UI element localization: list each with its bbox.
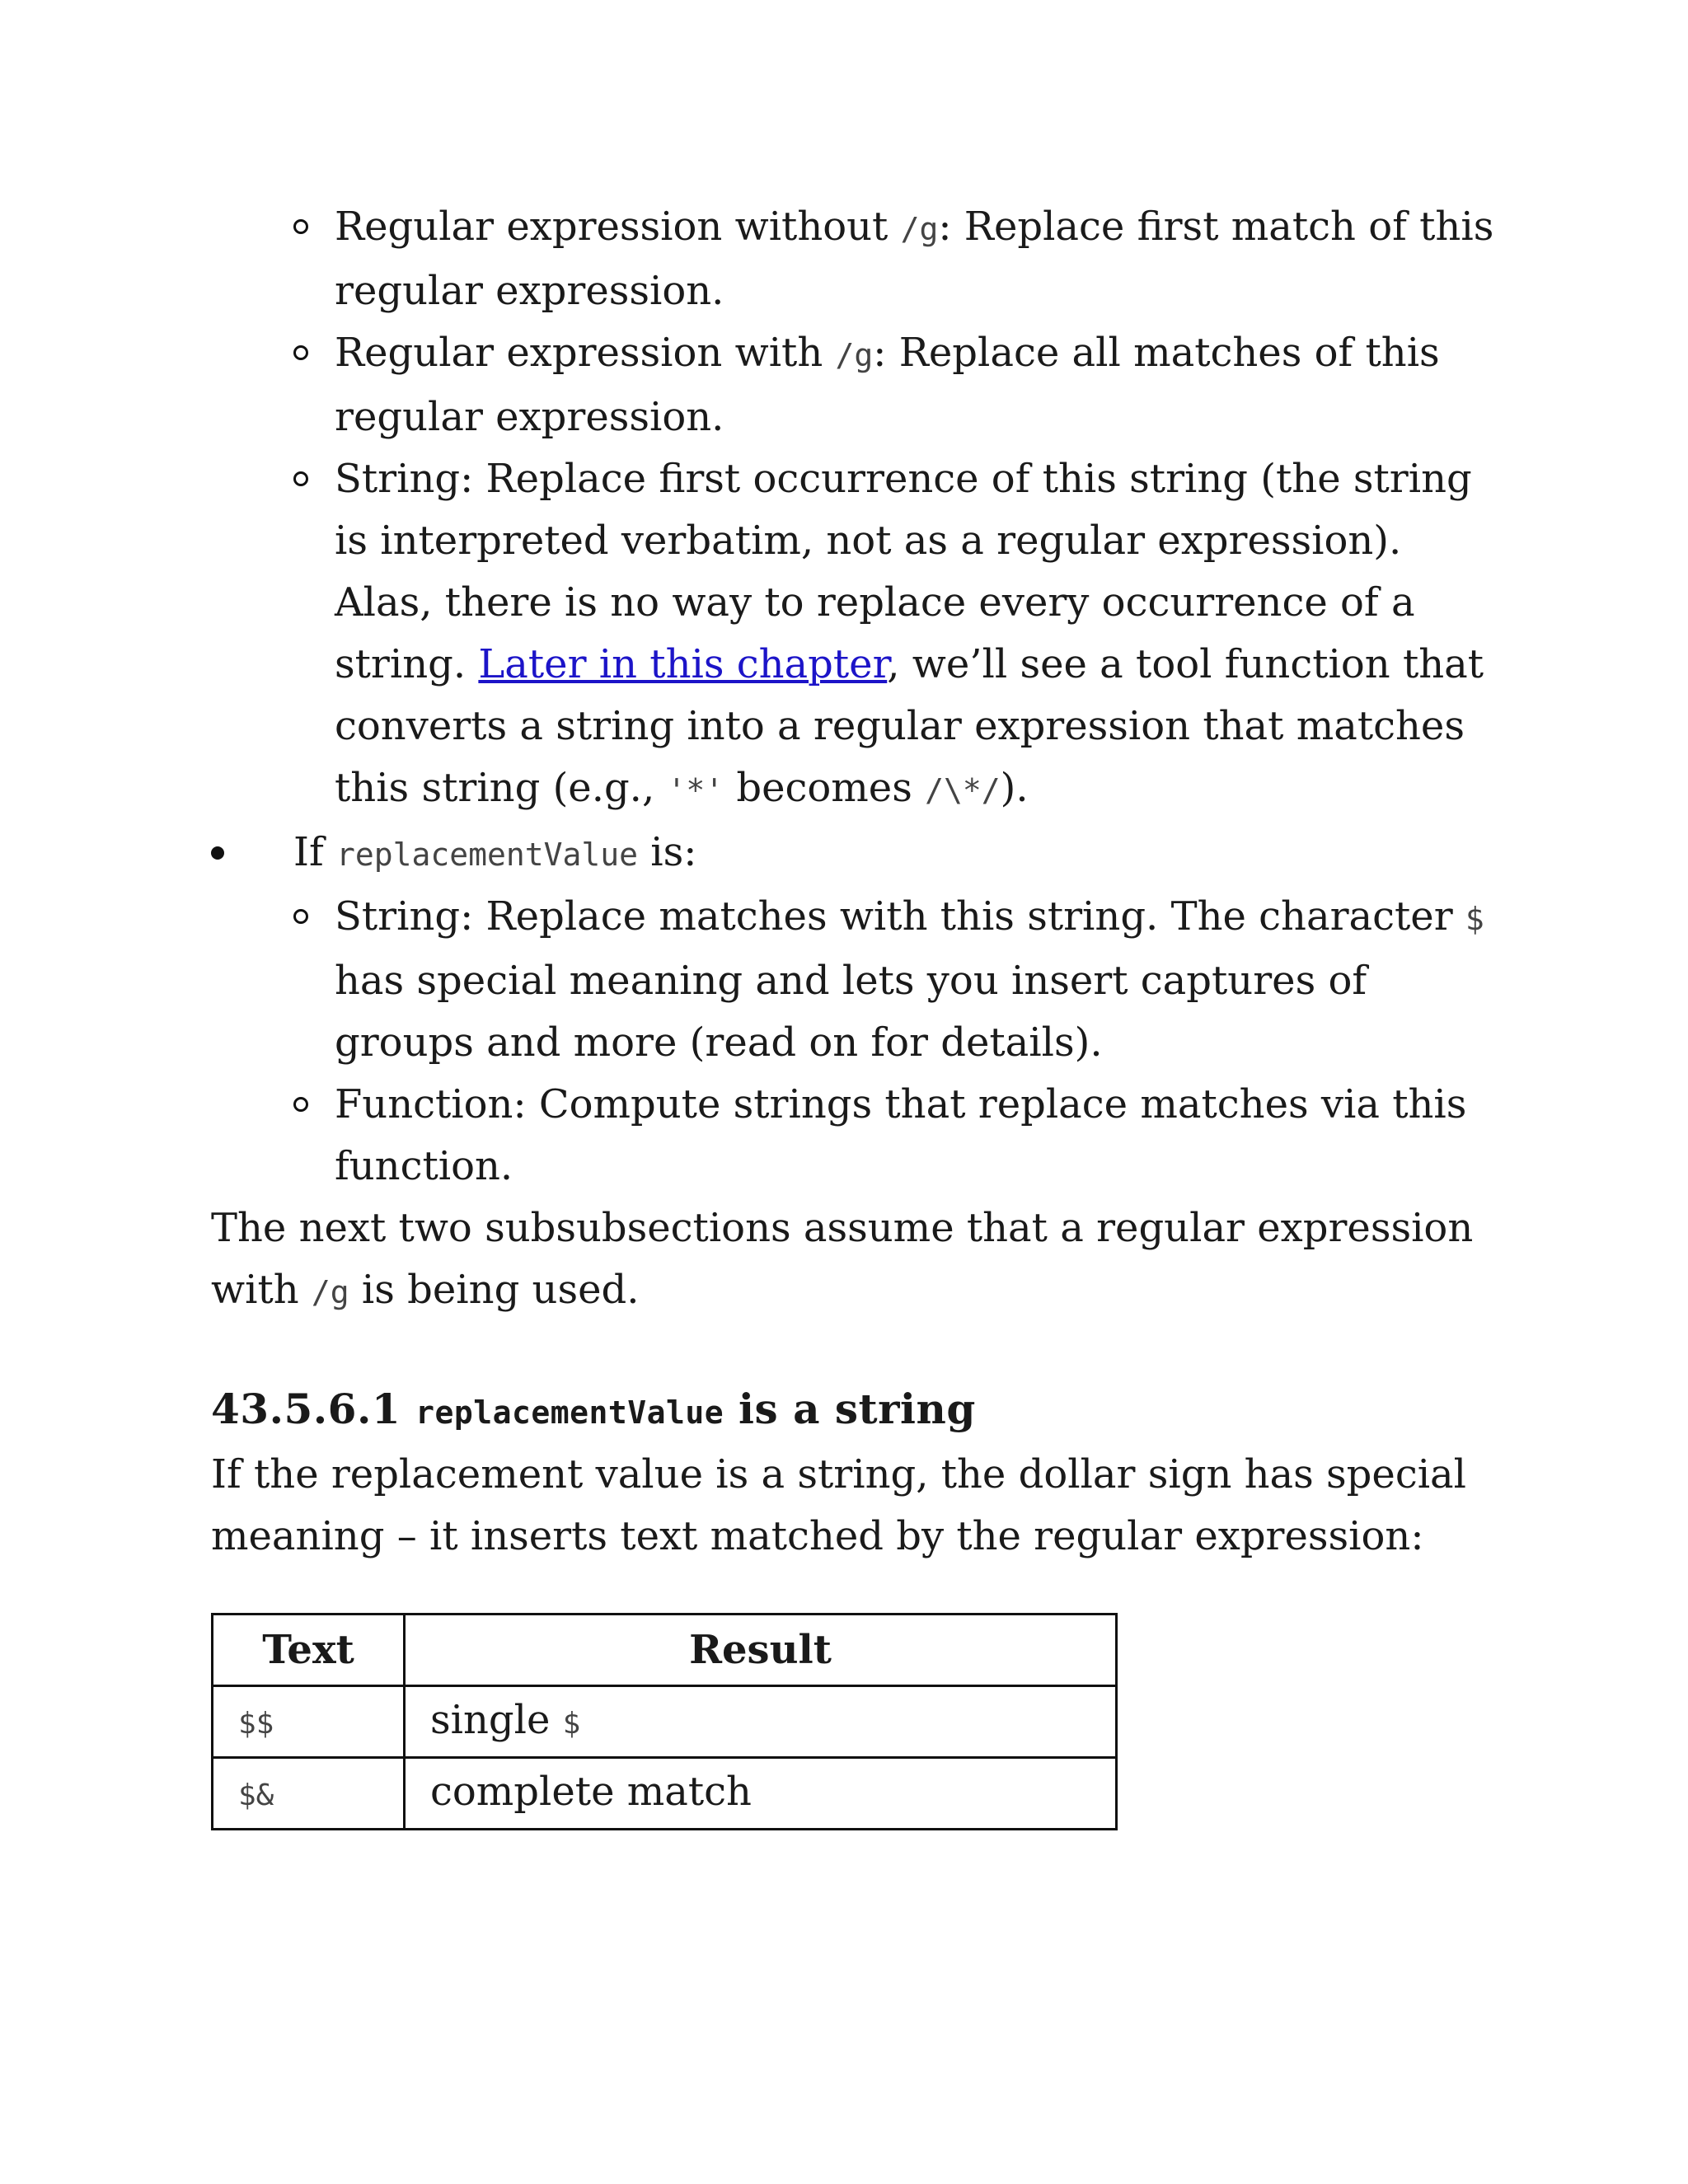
item-text: ). (1000, 765, 1029, 811)
table-cell-text (213, 1686, 405, 1758)
table-cell-result (405, 1758, 1117, 1830)
item-text: : Replace all matches of this regular expression. (335, 330, 1440, 440)
table-cell-text (213, 1758, 405, 1830)
table-header-text: Text (213, 1615, 405, 1686)
paragraph (211, 1197, 1497, 1324)
item-text: has special meaning and lets you insert captures of groups and more (read on for details). (335, 958, 1367, 1066)
item-text: , we’ll see a tool function that converts a string into a regular expression that matches this string (e.g., (335, 641, 1484, 811)
later-in-chapter-link[interactable]: Later in this chapter (478, 641, 888, 687)
item-text: Function: Compute strings that replace matches via this function. (335, 1081, 1467, 1189)
list-item (293, 886, 1497, 1074)
cell-text: complete match (430, 1768, 752, 1815)
item-text: String: Replace matches with this string. The character (335, 893, 1465, 940)
cell-text: single (430, 1696, 563, 1743)
table-header-row (213, 1615, 1117, 1686)
paragraph-text: is being used. (349, 1267, 640, 1313)
section-number: 43.5.6.1 (211, 1385, 401, 1433)
item-text: String: Replace first occurrence of this string (the string is interpreted verbatim, not as a regular expression). Alas, there is no way to replace every occurrence of a string. (335, 456, 1472, 687)
replacement-value-item (211, 822, 1497, 1197)
cell-code: $& (238, 1778, 274, 1812)
list-item (293, 196, 1497, 322)
table-row (213, 1686, 1117, 1758)
list-item (293, 322, 1497, 448)
table-header-result: Result (405, 1615, 1117, 1686)
item-text: Regular expression without (335, 204, 901, 250)
replacement-patterns-table (211, 1613, 1118, 1830)
paragraph: If the replacement value is a string, the dollar sign has special meaning – it inserts text matched by the regular expression: (211, 1451, 1467, 1559)
item-text: Regular expression with (335, 330, 836, 376)
item-text: : Replace first match of this regular expression. (335, 204, 1494, 314)
heading-text: is a string (724, 1385, 976, 1433)
paragraph-text: The next two subsubsections assume that a regular expression with (211, 1205, 1474, 1313)
item-text: is: (638, 829, 697, 875)
section-heading (211, 1378, 1497, 1444)
item-text: becomes (724, 765, 926, 811)
table-cell-result (405, 1686, 1117, 1758)
inline-code: replacementValue (335, 837, 639, 873)
circle-bullet-icon (293, 471, 308, 486)
inline-code: /g (311, 1274, 349, 1310)
heading-code: replacementValue (415, 1394, 724, 1431)
regex-subitem-list (293, 196, 1497, 822)
list-item (293, 448, 1497, 822)
circle-bullet-icon (293, 909, 308, 924)
circle-bullet-icon (293, 219, 308, 234)
disc-bullet-icon (211, 846, 224, 860)
item-text: If (293, 829, 336, 875)
cell-code: $ (562, 1706, 581, 1741)
cell-code: $$ (238, 1706, 274, 1741)
table-row (213, 1758, 1117, 1830)
document-page (211, 196, 1497, 1830)
inline-code: /g (900, 211, 939, 247)
inline-code: /\*/ (925, 772, 1001, 808)
list-item (293, 1074, 1497, 1197)
replacement-subitem-list (293, 886, 1497, 1197)
inline-code: $ (1465, 901, 1484, 937)
circle-bullet-icon (293, 1097, 308, 1112)
inline-code: '*' (667, 772, 724, 808)
circle-bullet-icon (293, 345, 308, 360)
inline-code: /g (835, 337, 874, 373)
